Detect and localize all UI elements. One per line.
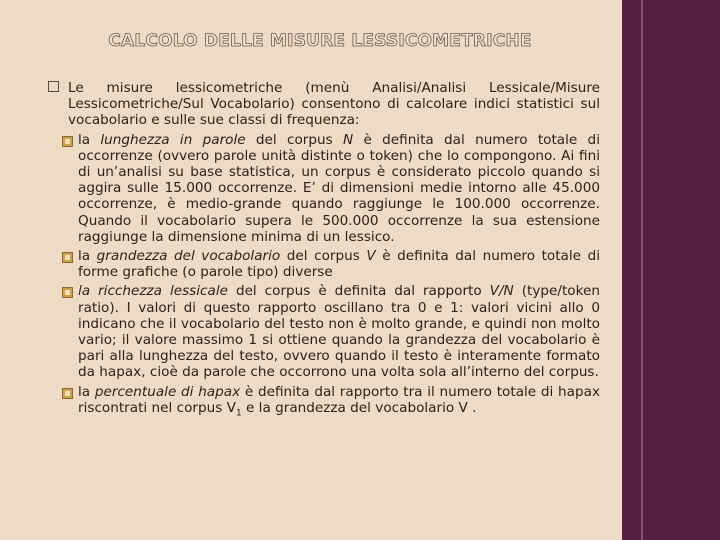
item-term: lunghezza in parole: [100, 131, 246, 148]
list-item-ricchezza: [48, 283, 600, 380]
item-term: grandezza del vocabolario: [96, 248, 281, 265]
bullet-square-icon: [62, 136, 73, 147]
slide-title: CALCOLO DELLE MISURE LESSICOMETRICHE: [108, 31, 532, 51]
list-item-lunghezza: [48, 132, 600, 245]
item-variable: N: [343, 131, 354, 148]
item-variable: V: [366, 248, 376, 265]
bullet-square-icon: [62, 252, 73, 263]
bullet-square-icon: [62, 287, 73, 298]
item-text: la: [78, 248, 97, 265]
item-subscript: 1: [235, 408, 242, 419]
item-text: la: [78, 383, 95, 400]
item-text: del corpus: [245, 131, 343, 148]
bullet-square-icon: [62, 388, 73, 399]
list-item-grandezza: [48, 248, 600, 280]
item-term: percentuale di hapax: [94, 383, 241, 400]
item-term: ricchezza lessicale: [98, 283, 228, 300]
intro-text: Le misure lessicometriche (menù Analisi/Analisi Lessicale/Misure Lessicometriche/Sul Vocabolario) consentono di calcolare indici statistici sul vocabolario e sulle sue classi di frequenza:: [68, 80, 600, 129]
bullet-box-icon: [48, 81, 59, 92]
sidebar-divider: [641, 0, 643, 540]
item-text: la: [78, 131, 101, 148]
decorative-sidebar: [622, 0, 720, 540]
item-text: del corpus è definita dal rapporto: [227, 283, 490, 300]
item-text: è definita dal numero totale di occorrenze (ovvero parole unità distinte o token) che lo compongono. Ai fini di un’analisi su base statistica, un corpus è considerato piccolo quando si aggira sulle 15.000 occorrenze. E’ di dimensioni medie intorno alle 45.000 occorrenze, è medio-grande quando raggiunge le 100.000 occorrenze. Quando il vocabolario supera le 500.000 occorrenze la sua estensione raggiunge la dimensione minima di un lessico.: [78, 131, 600, 245]
item-text: è definita dal rapporto tra il numero totale di hapax riscontrati nel corpus V: [78, 383, 600, 416]
item-text: è definita dal numero totale di forme grafiche (o parole tipo) diverse: [78, 248, 600, 281]
item-text: del corpus: [280, 248, 367, 265]
item-text: e la grandezza del vocabolario V .: [241, 399, 477, 416]
slide-content: [48, 80, 600, 422]
item-variable: V/N: [489, 283, 514, 300]
item-text: la: [78, 283, 99, 300]
list-item-hapax: [48, 384, 600, 422]
item-text: (type/token ratio). I valori di questo rapporto oscillano tra 0 e 1: valori vicini allo 0 indicano che il vocabolario del testo non è molto grande, e quindi non molto vario; il valore massimo 1 si ottiene quando la grandezza del vocabolario è pari alla lunghezza del testo, ovvero quando il testo è interamente formato da hapax, cioè da parole che occorrono una volta sola all’interno del corpus.: [78, 283, 600, 381]
intro-paragraph: [48, 80, 600, 129]
